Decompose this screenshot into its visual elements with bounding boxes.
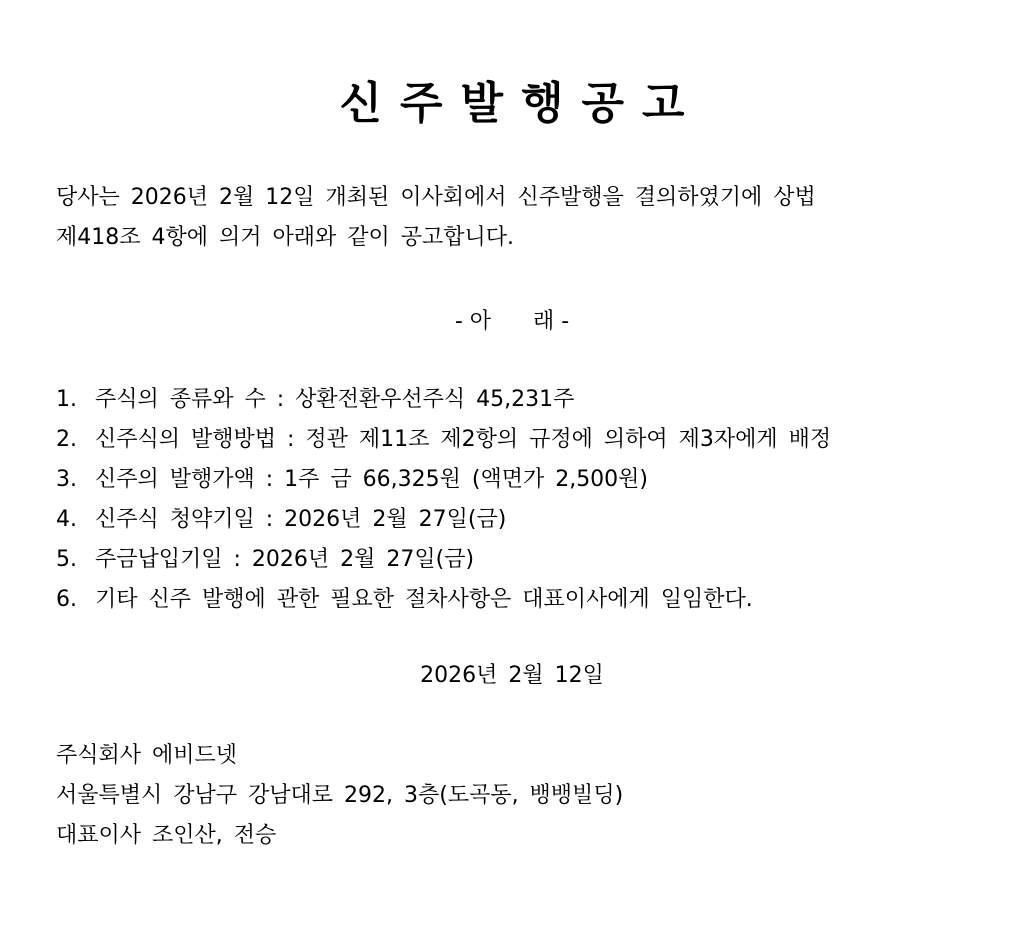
company-representative: 대표이사 조인산, 전승: [56, 823, 277, 848]
subheading: - 아 래 -: [454, 309, 570, 334]
item-text: 신주의 발행가액 : 1주 금 66,325원 (액면가 2,500원): [95, 467, 649, 492]
list-item: [56, 460, 831, 500]
item-text: 신주식의 발행방법 : 정관 제11조 제2항의 규정에 의하여 제3자에게 배정: [95, 427, 832, 452]
company-address: 서울특별시 강남구 강남대로 292, 3층(도곡동, 뱅뱅빌딩): [56, 783, 624, 808]
item-number: 2.: [56, 427, 77, 452]
notice-title: 신주발행공고: [339, 78, 703, 129]
intro-paragraph: [56, 178, 956, 258]
intro-line-1: 당사는 2026년 2월 12일 개최된 이사회에서 신주발행을 결의하였기에 상법: [56, 185, 816, 210]
item-text: 주식의 종류와 수 : 상환전환우선주식 45,231주: [95, 387, 575, 412]
item-number: 1.: [56, 387, 77, 412]
item-number: 4.: [56, 507, 77, 532]
item-text: 기타 신주 발행에 관한 필요한 절차사항은 대표이사에게 일임한다.: [95, 587, 753, 612]
notice-date: 2026년 2월 12일: [420, 663, 604, 688]
list-item: [56, 540, 831, 580]
item-text: 신주식 청약기일 : 2026년 2월 27일(금): [95, 507, 507, 532]
item-number: 5.: [56, 547, 77, 572]
list-item: [56, 580, 831, 620]
intro-line-2: 제418조 4항에 의거 아래와 같이 공고합니다.: [56, 225, 514, 250]
item-number: 3.: [56, 467, 77, 492]
company-block: [56, 736, 623, 856]
item-number: 6.: [56, 587, 77, 612]
item-text: 주금납입기일 : 2026년 2월 27일(금): [95, 547, 475, 572]
list-item: [56, 500, 831, 540]
list-item: [56, 420, 831, 460]
item-list: [56, 380, 831, 620]
list-item: [56, 380, 831, 420]
company-name: 주식회사 에비드넷: [56, 743, 238, 768]
